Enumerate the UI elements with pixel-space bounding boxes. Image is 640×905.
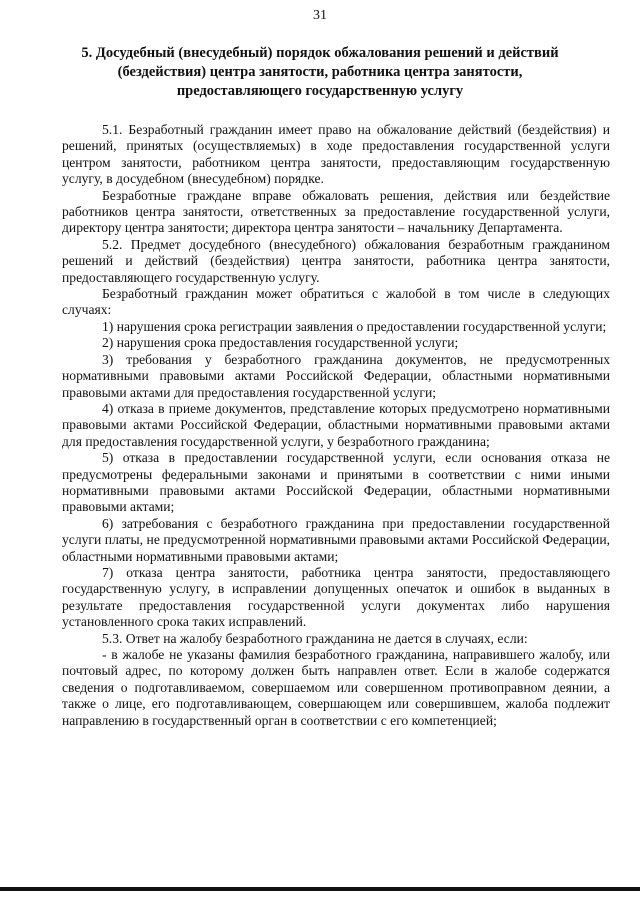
paragraph: Безработный гражданин может обратиться с жалобой в том числе в следующих случаях: [62,286,610,318]
list-item: 3) требования у безработного гражданина документов, не предусмотренных нормативными правовыми актами Российской Федерации, областными нормативными правовыми актами для предоставления государственной услуги; [62,351,610,400]
list-item: 5) отказа в предоставлении государственной услуги, если основания отказа не предусмотрены федеральными законами и принятыми в соответствии с ними иными нормативными правовыми актами Российской Федерации, областными нормативными правовыми актами; [62,450,610,515]
list-item: 4) отказа в приеме документов, представление которых предусмотрено нормативными правовыми актами Российской Федерации, областными нормативными правовыми актами для предоставления государственной услуги, у безработного гражданина; [62,400,610,449]
paragraph: Безработные граждане вправе обжаловать решения, действия или бездействие работников центра занятости, ответственных за предоставление государственной услуги, директору центра занятости; директора центра занятости – начальнику Департамента. [62,187,610,236]
scan-bottom-border [0,887,640,891]
paragraph: 5.1. Безработный гражданин имеет право на обжалование действий (бездействия) и решений, принятых (осуществляемых) в ходе предоставления государственной услуги центром занятости, работником центра занятости, предоставляющим государственную услугу, в досудебном (внесудебном) порядке. [62,122,610,187]
paragraph: 5.3. Ответ на жалобу безработного гражданина не дается в случаях, если: [102,630,528,646]
list-item: 7) отказа центра занятости, работника центра занятости, предоставляющего государственную услугу, в исправлении допущенных опечаток и ошибок в выданных в результате предоставления государственной услуги документах либо нарушения установленного срока таких исправлений. [62,564,610,630]
page-number: 31 [313,8,327,23]
document-body [62,122,610,729]
section-title: 5. Досудебный (внесудебный) порядок обжалования решений и действий (бездействия) центра занятости, работника центра занятости, предоставляющего государственную услугу [81,45,559,99]
paragraph: 5.2. Предмет досудебного (внесудебного) обжалования безработным гражданином решений и действий (бездействия) центра занятости, работника центра занятости, предоставляющего государственную услугу. [62,236,610,285]
paragraph: - в жалобе не указаны фамилия безработного гражданина, направившего жалобу, или почтовый адрес, по которому должен быть направлен ответ. Если в жалобе содержатся сведения о подготавливаемом, совершаемом или совершенном противоправном деянии, а также о лице, его подготавливающем, совершающем или совершившем, жалоба подлежит направлению в государственный орган в соответствии с его компетенцией; [62,647,610,728]
list-item: 2) нарушения срока предоставления государственной услуги; [102,335,459,351]
list-item: 6) затребования с безработного гражданина при предоставлении государственной услуги платы, не предусмотренной нормативными правовыми актами Российской Федерации, областными нормативными правовыми актами; [62,515,610,564]
list-item: 1) нарушения срока регистрации заявления о предоставлении государственной услуги; [102,318,607,334]
